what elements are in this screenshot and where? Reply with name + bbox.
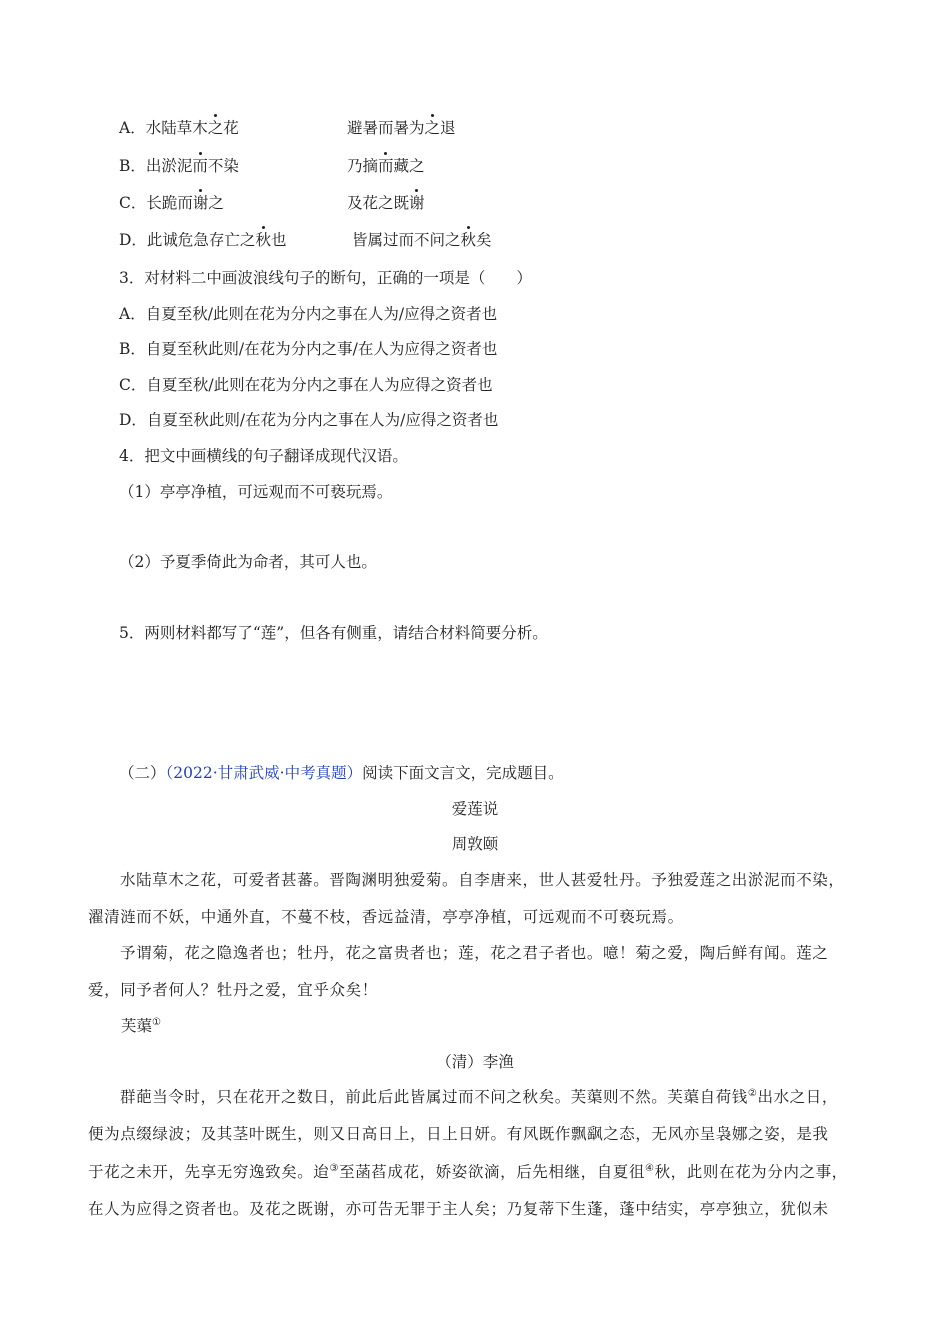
passage1-p2-line2: 爱，同予者何人？牡丹之爱，宜乎众矣！ xyxy=(88,981,378,999)
emphasis-dot-char: 之 xyxy=(207,119,224,137)
emphasis-dot-char: 谢 xyxy=(192,194,209,212)
section2-heading: （二）（2022·甘肃武威·中考真题）阅读下面文言文，完成题目。 xyxy=(119,764,564,782)
footnote-mark: ④ xyxy=(645,1162,655,1174)
passage2-title: 芙蕖① xyxy=(121,1016,161,1035)
q3-option-c: C．自夏至秋/此则在花为分内之事在人为应得之资者也 xyxy=(119,376,493,394)
passage2-author: （清）李渔 xyxy=(436,1053,514,1071)
footnote-mark: ① xyxy=(152,1016,161,1028)
q3-option-b: B．自夏至秋此则/在花为分内之事/在人为应得之资者也 xyxy=(119,340,498,358)
passage1-title: 爱莲说 xyxy=(451,800,499,818)
q2-option-b-right: 乃摘而藏之 xyxy=(347,157,425,175)
q2-option-a-left: A．水陆草木之花 xyxy=(119,119,239,137)
q4-stem: 4．把文中画横线的句子翻译成现代汉语。 xyxy=(119,447,408,465)
emphasis-dot-char: 秋 xyxy=(255,231,271,249)
q2-option-a-right: 避暑而暑为之退 xyxy=(347,119,456,137)
q5-stem: 5．两则材料都写了“莲”，但各有侧重，请结合材料简要分析。 xyxy=(119,624,548,642)
q2-option-b-left: B．出淤泥而不染 xyxy=(119,157,239,175)
passage1-p1-line1: 水陆草木之花，可爱者甚蕃。晋陶渊明独爱菊。自李唐来，世人甚爱牡丹。予独爱莲之出淤泥而不染， xyxy=(120,871,845,889)
emphasis-dot-char: 之 xyxy=(424,119,441,137)
source-citation: （2022·甘肃武威·中考真题） xyxy=(165,764,363,782)
q4-item-2: （2）予夏季倚此为命者，其可人也。 xyxy=(119,553,377,571)
emphasis-dot-char: 而 xyxy=(192,157,208,175)
footnote-mark: ② xyxy=(747,1087,758,1099)
q2-option-d-right: 皆属过而不问之秋矣 xyxy=(352,231,492,249)
passage1-p2-line1: 予谓菊，花之隐逸者也；牡丹，花之富贵者也；莲，花之君子者也。噫！菊之爱，陶后鲜有闻。莲之 xyxy=(120,944,829,962)
passage2-line2: 便为点缀绿波；及其茎叶既生，则又日高日上，日上日妍。有风既作飘飖之态，无风亦呈袅娜之姿，是我 xyxy=(88,1125,829,1143)
q2-option-d-left: D．此诚危急存亡之秋也 xyxy=(119,231,287,249)
passage2-line4: 在人为应得之资者也。及花之既谢，亦可告无罪于主人矣；乃复蒂下生蓬，蓬中结实，亭亭独立，犹似未 xyxy=(88,1200,829,1218)
q2-option-c-left: C．长跪而谢之 xyxy=(119,194,224,212)
q3-option-d: D．自夏至秋此则/在花为分内之事在人为/应得之资者也 xyxy=(119,411,499,429)
footnote-mark: ③ xyxy=(329,1162,340,1174)
emphasis-dot-char: 秋 xyxy=(460,231,477,249)
emphasis-dot-char: 谢 xyxy=(409,194,425,212)
passage2-line3: 于花之未开，先享无穷逸致矣。迨③至菡萏成花，娇姿欲滴，后先相继，自夏徂④秋，此则在花为分内之事， xyxy=(88,1162,848,1181)
q3-stem: 3．对材料二中画波浪线句子的断句，正确的一项是（ ） xyxy=(119,269,532,287)
emphasis-dot-char: 而 xyxy=(378,157,394,175)
passage1-author: 周敦颐 xyxy=(451,835,499,853)
q4-item-1: （1）亭亭净植，可远观而不可亵玩焉。 xyxy=(119,483,393,501)
q3-option-a: A．自夏至秋/此则在花为分内之事在人为/应得之资者也 xyxy=(119,305,498,323)
passage1-p1-line2: 濯清涟而不妖，中通外直，不蔓不枝，香远益清，亭亭净植，可远观而不可亵玩焉。 xyxy=(88,908,684,926)
passage2-line1: 群葩当令时，只在花开之数日，前此后此皆属过而不问之秋矣。芙蕖则不然。芙蕖自荷钱②出水之日， xyxy=(120,1087,838,1106)
q2-option-c-right: 及花之既谢 xyxy=(347,194,425,212)
